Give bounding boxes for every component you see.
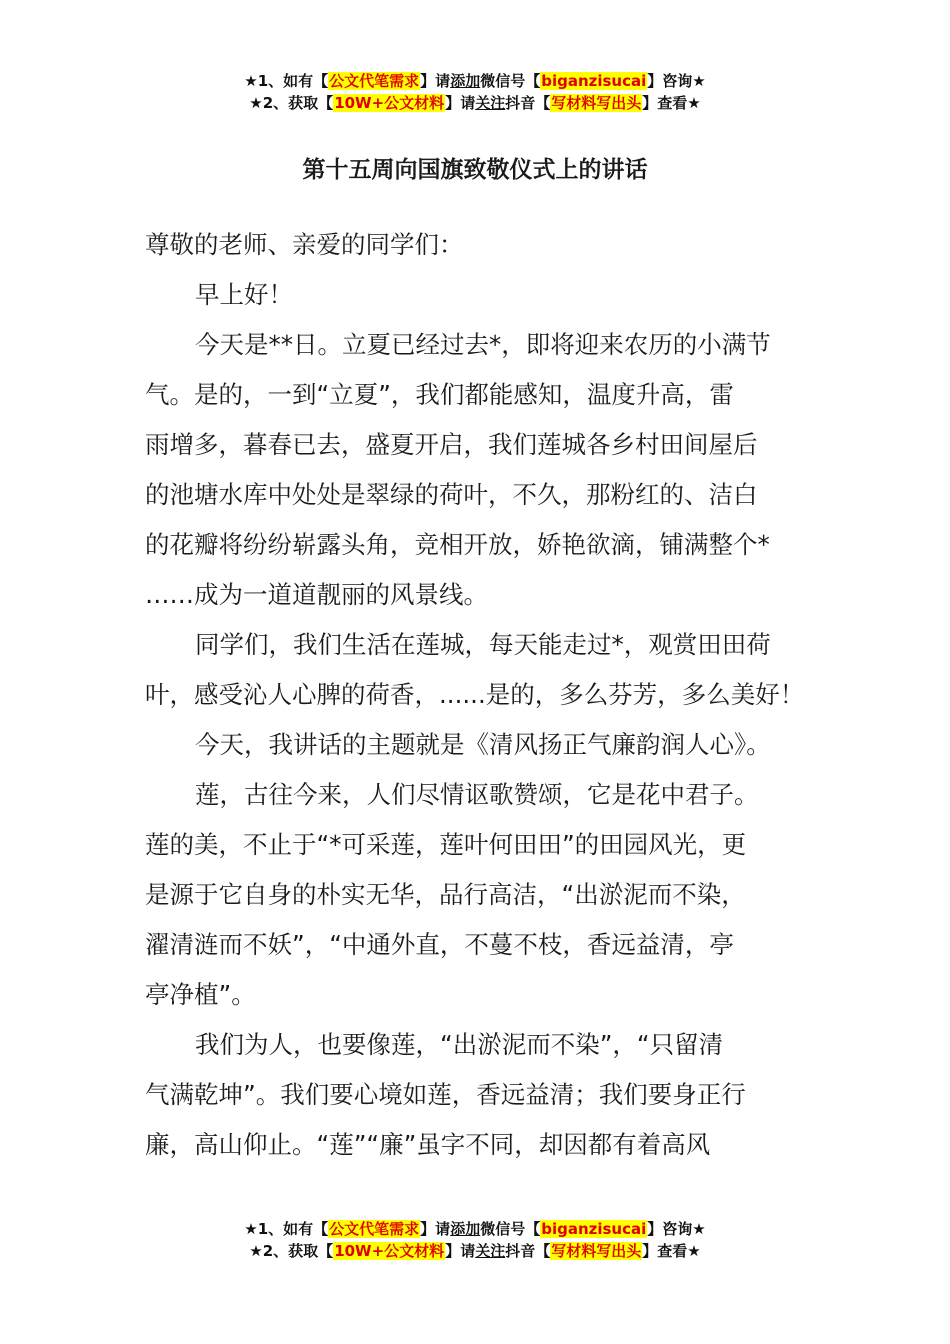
paragraph-line: 我们为人，也要像莲，“出淤泥而不染”，“只留清 [195, 1030, 724, 1059]
banner-text: ★2、获取【 [249, 94, 334, 112]
paragraph-line: 是源于它自身的朴实无华，品行高洁，“出淤泥而不染， [145, 880, 746, 909]
paragraph-line: 今天是**日。立夏已经过去*，即将迎来农历的小满节 [195, 330, 771, 359]
banner-highlight: biganzisucai [541, 1220, 647, 1238]
paragraph-line: 雨增多，暮春已去，盛夏开启，我们莲城各乡村田间屋后 [145, 430, 758, 459]
paragraph-line: 同学们，我们生活在莲城，每天能走过*，观赏田田荷 [195, 630, 771, 659]
banner-highlight: 10W+公文材料 [334, 1242, 445, 1260]
banner-text: 】咨询★ [647, 1220, 706, 1238]
banner-text: 抖音【 [505, 94, 551, 112]
paragraph-line: 的花瓣将纷纷崭露头角，竞相开放，娇艳欲滴，铺满整个* [145, 530, 770, 559]
paragraph-line: 莲，古往今来，人们尽情讴歌赞颂，它是花中君子。 [195, 780, 759, 809]
banner-highlight: 公文代笔需求 [329, 72, 420, 90]
banner-highlight: 公文代笔需求 [329, 1220, 420, 1238]
paragraph-line: 廉，高山仰止。“莲”“廉”虽字不同，却因都有着高风 [145, 1130, 711, 1159]
banner-text: 】请 [420, 1220, 451, 1238]
banner-text: 】查看★ [642, 1242, 701, 1260]
banner-underlined-text: 关注 [475, 94, 506, 112]
paragraph-line: 早上好！ [195, 280, 293, 309]
header-banner [0, 70, 950, 114]
banner-text: 】请 [445, 94, 476, 112]
banner-text: 】查看★ [642, 94, 701, 112]
banner-text: 】咨询★ [647, 72, 706, 90]
paragraph-line: 濯清涟而不妖”，“中通外直，不蔓不枝，香远益清，亭 [145, 930, 734, 959]
banner-line-1 [0, 1218, 950, 1240]
banner-text: 】请 [445, 1242, 476, 1260]
banner-highlight: 写材料写出头 [551, 1242, 642, 1260]
document-title: 第十五周向国旗致敬仪式上的讲话 [302, 157, 648, 183]
banner-highlight: 10W+公文材料 [334, 94, 445, 112]
document-body [145, 220, 835, 1170]
banner-highlight: biganzisucai [541, 72, 647, 90]
banner-line-2 [0, 1240, 950, 1262]
paragraph-line: 气满乾坤”。我们要心境如莲，香远益清；我们要身正行 [145, 1080, 746, 1109]
banner-text: ★1、如有【 [244, 72, 329, 90]
banner-text: ★2、获取【 [249, 1242, 334, 1260]
paragraph-line: 莲的美，不止于“*可采莲，莲叶何田田”的田园风光，更 [145, 830, 747, 859]
paragraph-line: 的池塘水库中处处是翠绿的荷叶，不久，那粉红的、洁白 [145, 480, 758, 509]
paragraph-line: 今天，我讲话的主题就是《清风扬正气廉韵润人心》。 [195, 730, 771, 759]
paragraph-line: ……成为一道道靓丽的风景线。 [145, 580, 488, 609]
paragraph-line: 亭净植”。 [145, 980, 256, 1009]
banner-text: 抖音【 [505, 1242, 551, 1260]
banner-underlined-text: 关注 [475, 1242, 506, 1260]
salutation: 尊敬的老师、亲爱的同学们： [145, 230, 464, 259]
banner-highlight: 写材料写出头 [551, 94, 642, 112]
paragraph-line: 叶，感受沁人心脾的荷香，......是的，多么芬芳，多么美好！ [145, 680, 805, 709]
banner-text: 微信号【 [480, 1220, 541, 1238]
footer-banner [0, 1218, 950, 1262]
paragraph-line: 气。是的，一到“立夏”，我们都能感知，温度升高，雷 [145, 380, 734, 409]
banner-text: 】请 [420, 72, 451, 90]
banner-text: 微信号【 [480, 72, 541, 90]
banner-line-1 [0, 70, 950, 92]
banner-underlined-text: 添加 [450, 72, 481, 90]
banner-line-2 [0, 92, 950, 114]
banner-underlined-text: 添加 [450, 1220, 481, 1238]
banner-text: ★1、如有【 [244, 1220, 329, 1238]
